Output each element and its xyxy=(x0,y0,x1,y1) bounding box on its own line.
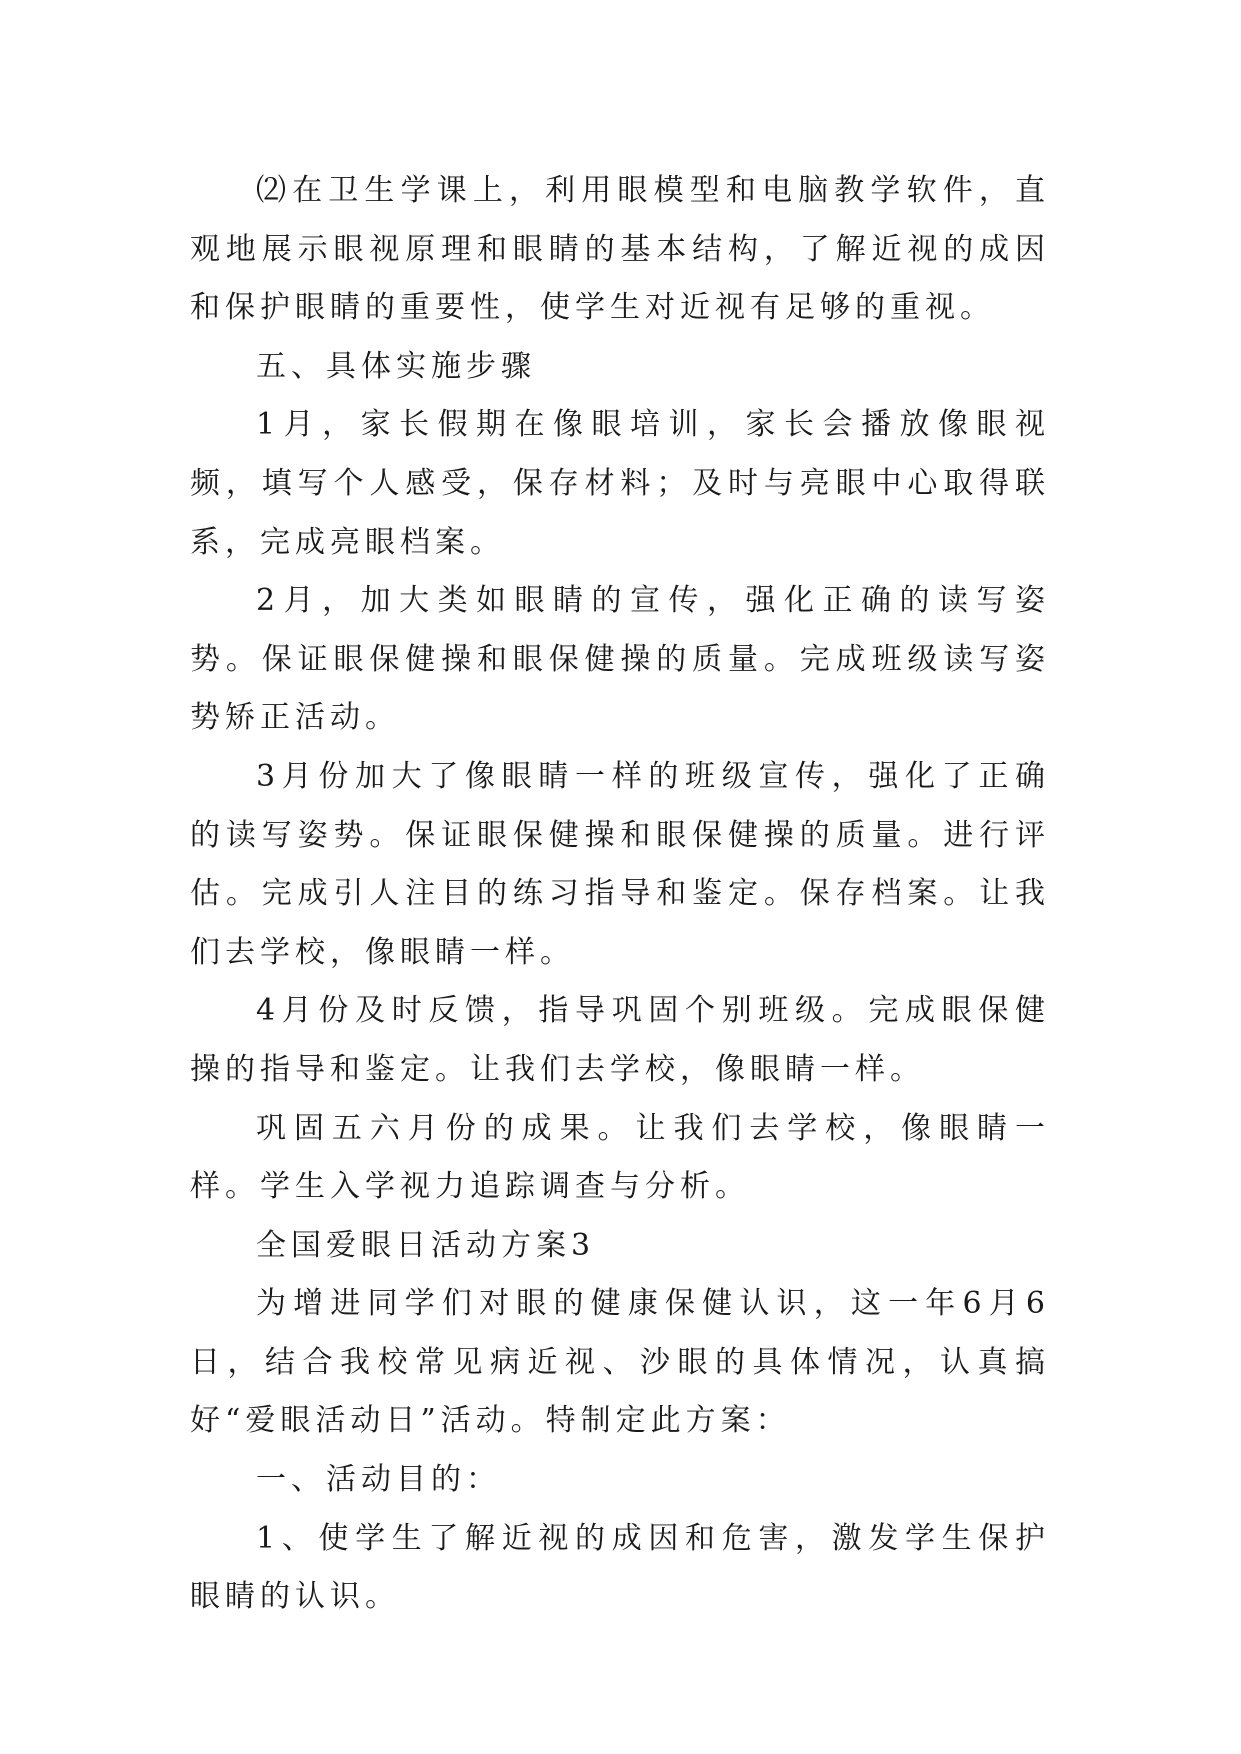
paragraph-may-june: 巩固五六月份的成果。让我们去学校，像眼睛一样。学生入学视力追踪调查与分析。 xyxy=(190,1110,1050,1205)
document-body xyxy=(190,162,1050,1627)
section-heading-implementation-steps: 五、具体实施步骤 xyxy=(256,348,536,384)
paragraph-april: 4月份及时反馈，指导巩固个别班级。完成眼保健操的指导和鉴定。让我们去学校，像眼睛一样。 xyxy=(190,993,1050,1087)
paragraph-plan-intro: 为增进同学们对眼的健康保健认识，这一年6月6日，结合我校常见病近视、沙眼的具体情况，认真搞好“爱眼活动日”活动。特制定此方案： xyxy=(190,1286,1050,1439)
paragraph-march: 3月份加大了像眼睛一样的班级宣传，强化了正确的读写姿势。保证眼保健操和眼保健操的质量。进行评估。完成引人注目的练习指导和鉴定。保存档案。让我们去学校，像眼睛一样。 xyxy=(190,758,1050,970)
section-heading-plan-3: 全国爱眼日活动方案3 xyxy=(256,1227,596,1263)
paragraph-february: 2月，加大类如眼睛的宣传，强化正确的读写姿势。保证眼保健操和眼保健操的质量。完成班级读写姿势矫正活动。 xyxy=(190,583,1050,736)
paragraph-january: 1月，家长假期在像眼培训，家长会播放像眼视频，填写个人感受，保存材料；及时与亮眼中心取得联系，完成亮眼档案。 xyxy=(190,407,1050,560)
paragraph-teaching-method: ⑵在卫生学课上，利用眼模型和电脑教学软件，直观地展示眼视原理和眼睛的基本结构，了解近视的成因和保护眼睛的重要性，使学生对近视有足够的重视。 xyxy=(190,173,1050,326)
section-heading-activity-goals: 一、活动目的： xyxy=(256,1462,501,1498)
paragraph-goal-1: 1、使学生了解近视的成因和危害，激发学生保护眼睛的认识。 xyxy=(190,1520,1050,1615)
